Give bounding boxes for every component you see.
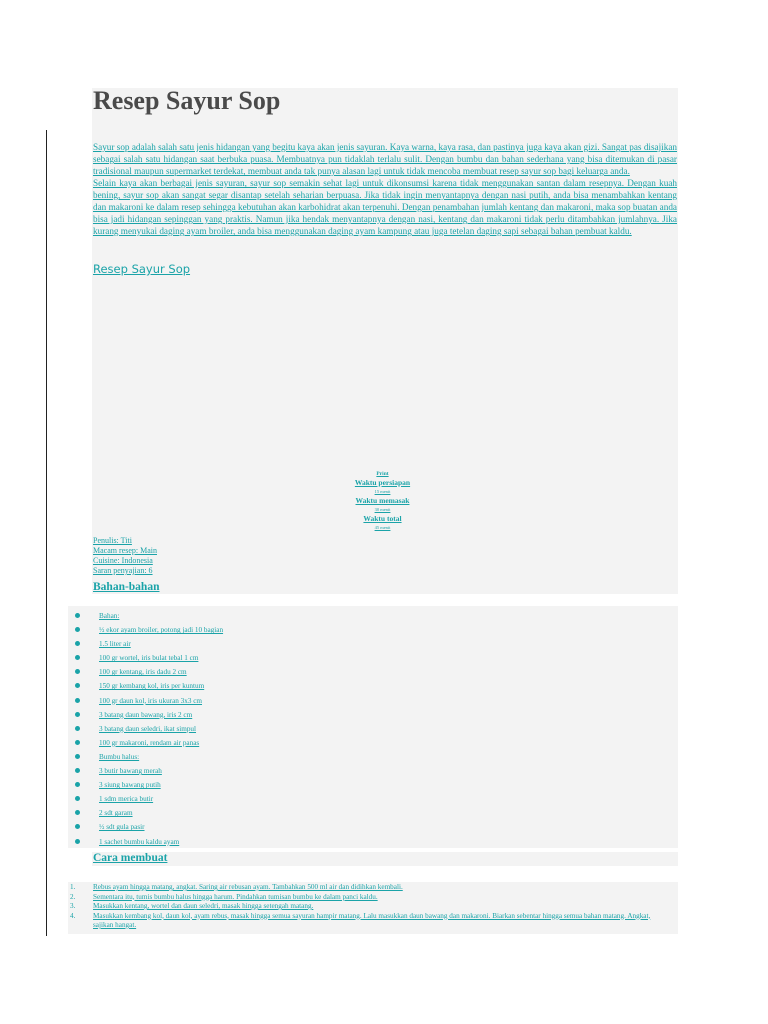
bullet-icon: [75, 768, 80, 773]
step-item[interactable]: 1. Rebus ayam hingga matang, angkat. Saring air rebusan ayam. Tambahkan 500 ml air dan didihkan kembali.: [70, 883, 403, 891]
bullet-icon: [75, 810, 80, 815]
list-item[interactable]: 3 batang daun seledri, ikat simpul: [70, 722, 223, 736]
bullet-icon: [75, 683, 80, 688]
bullet-icon: [75, 641, 80, 646]
bullet-icon: [75, 698, 80, 703]
list-item[interactable]: 150 gr kembang kol, iris per kuntum: [70, 679, 223, 693]
total-time-value: 45 menit: [374, 525, 391, 530]
cook-time-value: 30 menit: [374, 507, 391, 512]
list-item[interactable]: ½ sdt gula pasir: [70, 820, 223, 834]
bullet-icon: [75, 782, 80, 787]
step-number: 3.: [70, 902, 76, 910]
ingredients-heading[interactable]: Bahan-bahan: [93, 581, 160, 593]
list-item[interactable]: 100 gr daun kol, iris ukuran 3x3 cm: [70, 694, 223, 708]
bullet-icon: [75, 754, 80, 759]
prep-time-label[interactable]: Waktu persiapan: [354, 478, 411, 487]
bullet-icon: [75, 796, 80, 801]
ingredients-list: [70, 609, 223, 849]
bullet-icon: [75, 839, 80, 844]
step-item[interactable]: 4. Masukkan kembang kol, daun kol, ayam rebus, masak hingga semua sayuran hampir matang. Lalu masukkan daun bawang dan makaroni. Biarkan sebentar hingga semua bahan matang. Angkat, sajikan hangat.: [70, 911, 651, 929]
intro-text[interactable]: [93, 141, 677, 237]
list-item[interactable]: 2 sdt garam: [70, 806, 223, 820]
cuisine[interactable]: Cuisine: Indonesia: [93, 556, 153, 565]
cook-time-label[interactable]: Waktu memasak: [355, 496, 410, 505]
servings[interactable]: Saran penyajian: 6: [93, 566, 153, 575]
step-number: 2.: [70, 892, 76, 901]
list-item[interactable]: 3 batang daun bawang, iris 2 cm: [70, 708, 223, 722]
prep-time-value: 15 menit: [374, 489, 391, 494]
step-number: 1.: [70, 883, 76, 891]
bullet-icon: [75, 712, 80, 717]
bullet-icon: [75, 669, 80, 674]
list-item[interactable]: 1 sachet bumbu kaldu ayam: [70, 835, 223, 849]
bullet-icon: [75, 627, 80, 632]
list-item[interactable]: 100 gr makaroni, rendam air panas: [70, 736, 223, 750]
page-title: Resep Sayur Sop: [93, 86, 281, 115]
bullet-icon: [75, 740, 80, 745]
list-item[interactable]: 3 butir bawang merah: [70, 764, 223, 778]
recipe-time-info: [330, 470, 435, 532]
author[interactable]: Penulis: Titi: [93, 536, 132, 545]
steps-list: [70, 883, 670, 931]
list-item[interactable]: 100 gr kentang, iris dadu 2 cm: [70, 665, 223, 679]
list-item[interactable]: 100 gr wortel, iris bulat tebal 1 cm: [70, 651, 223, 665]
list-item[interactable]: ½ ekor ayam broiler, potong jadi 10 bagian: [70, 623, 223, 637]
intro-paragraph[interactable]: Selain kaya akan berbagai jenis sayuran, sayur sop semakin sehat lagi untuk dikonsumsi karena tidak menggunakan santan dalam resepnya. Dengan kuah bening, sayur sop akan sangat segar disantap setelah seharian berpuasa. Jika tidak ingin menyantapnya dengan nasi putih, anda bisa menambahkan kentang dan makaroni ke dalam resep sehingga kebutuhan akan karbohidrat akan terpenuhi. Dengan penambahan jumlah kentang dan makaroni, maka sop buatan anda bisa jadi hidangan sepinggan yang praktis. Namun jika hendak menyantapnya dengan nasi, kentang dan makaroni tidak perlu ditambahkan jumlahnya. Jika kurang menyukai daging ayam broiler, anda bisa menggunakan daging ayam kampung atau juga tetelan daging sapi sebagai bahan pembuat kaldu.: [93, 178, 677, 236]
bullet-icon: [75, 613, 80, 618]
list-item[interactable]: Bahan:: [70, 609, 223, 623]
recipe-meta: [93, 536, 157, 576]
list-item[interactable]: 1.5 liter air: [70, 637, 223, 651]
method-heading[interactable]: Cara membuat: [93, 852, 168, 864]
list-item[interactable]: 3 siung bawang putih: [70, 778, 223, 792]
step-item[interactable]: 2. Sementara itu, tumis bumbu halus hingga harum. Pindahkan tumisan bumbu ke dalam panci kaldu.: [70, 892, 378, 901]
method-heading-background: [92, 852, 678, 866]
step-number: 4.: [70, 911, 76, 920]
intro-paragraph[interactable]: Sayur sop adalah salah satu jenis hidangan yang begitu kaya akan jenis sayuran. Kaya warna, kaya rasa, dan pastinya juga kaya akan gizi. Sangat pas disajikan sebagai salah satu hidangan saat berbuka puasa. Membuatnya pun tidaklah terlalu sulit. Dengan bumbu dan bahan sederhana yang bisa ditemukan di pasar tradisional maupun supermarket terdekat, membuat anda tak punya alasan lagi untuk tidak mencoba membuat resep sayur sop bagi keluarga anda.: [93, 142, 677, 176]
print-link[interactable]: Print: [376, 471, 389, 477]
bullet-icon: [75, 824, 80, 829]
recipe-subtitle-link[interactable]: Resep Sayur Sop: [93, 262, 191, 276]
recipe-type[interactable]: Macam resep: Main: [93, 546, 157, 555]
total-time-label[interactable]: Waktu total: [363, 514, 402, 523]
page-border-line: [46, 130, 47, 936]
bullet-icon: [75, 726, 80, 731]
list-item[interactable]: 1 sdm merica butir: [70, 792, 223, 806]
list-item[interactable]: Bumbu halus:: [70, 750, 223, 764]
step-item[interactable]: 3. Masukkan kentang, wortel dan daun seledri, masak hingga setengah matang.: [70, 902, 314, 910]
bullet-icon: [75, 655, 80, 660]
